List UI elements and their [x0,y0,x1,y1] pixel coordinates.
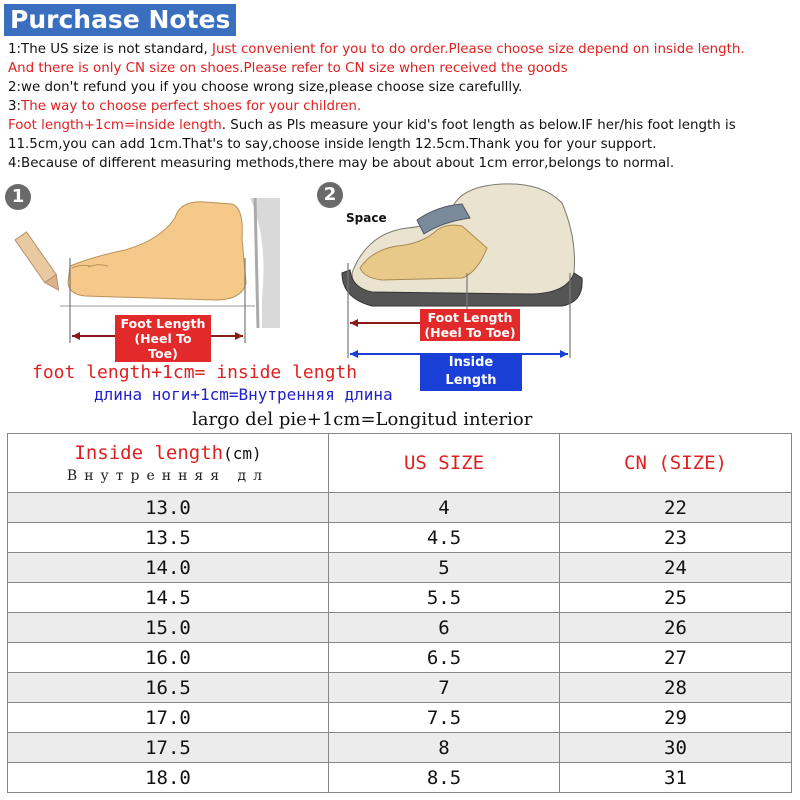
cn-size-cell: 26 [560,613,792,643]
heel-to-toe-text: (Heel To Toe) [134,331,192,361]
note-2: 2:we don't refund you if you choose wrong size,please choose size carefullly. [8,80,523,95]
inside-length-cell: 13.5 [8,523,329,553]
formula-english: foot length+1cm= inside length [32,362,358,383]
table-row [8,703,792,733]
note-3-example: 11.5cm,you can add 1cm.That's to say,choose inside length 12.5cm.Thank you for your support. [8,137,657,152]
header-inside-length [8,434,329,493]
note-1-cn: And there is only CN size on shoes.Please refer to CN size when received the goods [8,61,568,76]
us-size-cell: 6.5 [329,643,560,673]
formula-spanish: largo del pie+1cm=Longitud interior [192,409,533,430]
note-4: 4:Because of different measuring methods,there may be about about 1cm error,belongs to normal. [8,156,675,171]
cn-size-cell: 27 [560,643,792,673]
shoe-measure-illustration [312,178,602,388]
page-title: Purchase Notes [4,4,236,36]
table-row [8,673,792,703]
header-inside-length-ru: Внутренняя дл [66,468,270,484]
table-row [8,493,792,523]
cn-size-cell: 31 [560,763,792,793]
us-size-cell: 5.5 [329,583,560,613]
cn-size-cell: 25 [560,583,792,613]
cn-size-cell: 29 [560,703,792,733]
inside-length-cell: 17.5 [8,733,329,763]
cn-size-cell: 24 [560,553,792,583]
table-row [8,733,792,763]
shoe-foot-length-label [420,309,520,341]
step-2-badge: 2 [317,182,343,208]
header-unit: (cm) [223,444,262,463]
inside-length-cell: 15.0 [8,613,329,643]
inside-length-cell: 18.0 [8,763,329,793]
inside-length-label: Inside Length [420,353,522,391]
note-1-text: 1:The US size is not standard, [8,42,208,57]
us-size-cell: 8 [329,733,560,763]
header-us-size [329,434,560,493]
formula-russian: длина ноги+1cm=Внутренняя длина [94,385,393,404]
inside-length-cell: 16.0 [8,643,329,673]
foot-length-text: Foot Length [120,316,206,331]
note-3-text: . Such as Pls measure your kid's foot length as below.IF her/his foot length is [221,118,736,133]
header-cn-size [560,434,792,493]
note-3-formula: Foot length+1cm=inside length [8,118,222,133]
cn-size-cell: 23 [560,523,792,553]
step-1-badge: 1 [5,184,31,210]
table-row [8,583,792,613]
space-label: Space [346,211,387,225]
size-chart-table [7,433,792,793]
header-inside-length-text: Inside length [74,442,224,464]
note-1-highlight: Just convenient for you to do order.Please choose size depend on inside length. [207,42,745,57]
foot-length-label [115,315,211,362]
note-3-highlight: The way to choose perfect shoes for your children. [21,99,362,114]
table-row [8,523,792,553]
shoe-foot-length-text: Foot Length [427,310,513,325]
foot-measure-illustration [0,178,300,363]
inside-length-cell: 17.0 [8,703,329,733]
table-row [8,613,792,643]
purchase-notes [8,40,798,173]
table-row [8,643,792,673]
us-size-cell: 7.5 [329,703,560,733]
table-row [8,763,792,793]
us-size-cell: 5 [329,553,560,583]
us-size-cell: 6 [329,613,560,643]
us-size-cell: 4 [329,493,560,523]
inside-length-cell: 16.5 [8,673,329,703]
header-cn-size-text: CN (SIZE) [624,452,727,474]
inside-length-cell: 14.5 [8,583,329,613]
note-3-formula-line [8,116,798,135]
cn-size-cell: 28 [560,673,792,703]
us-size-cell: 7 [329,673,560,703]
cn-size-cell: 22 [560,493,792,523]
table-row [8,553,792,583]
note-3-number: 3: [8,99,22,114]
us-size-cell: 8.5 [329,763,560,793]
note-1 [8,40,798,59]
inside-length-cell: 13.0 [8,493,329,523]
inside-length-cell: 14.0 [8,553,329,583]
table-header-row [8,434,792,493]
us-size-cell: 4.5 [329,523,560,553]
header-us-size-text: US SIZE [403,452,485,474]
shoe-heel-to-toe-text: (Heel To Toe) [424,325,516,340]
cn-size-cell: 30 [560,733,792,763]
note-3 [8,97,798,116]
